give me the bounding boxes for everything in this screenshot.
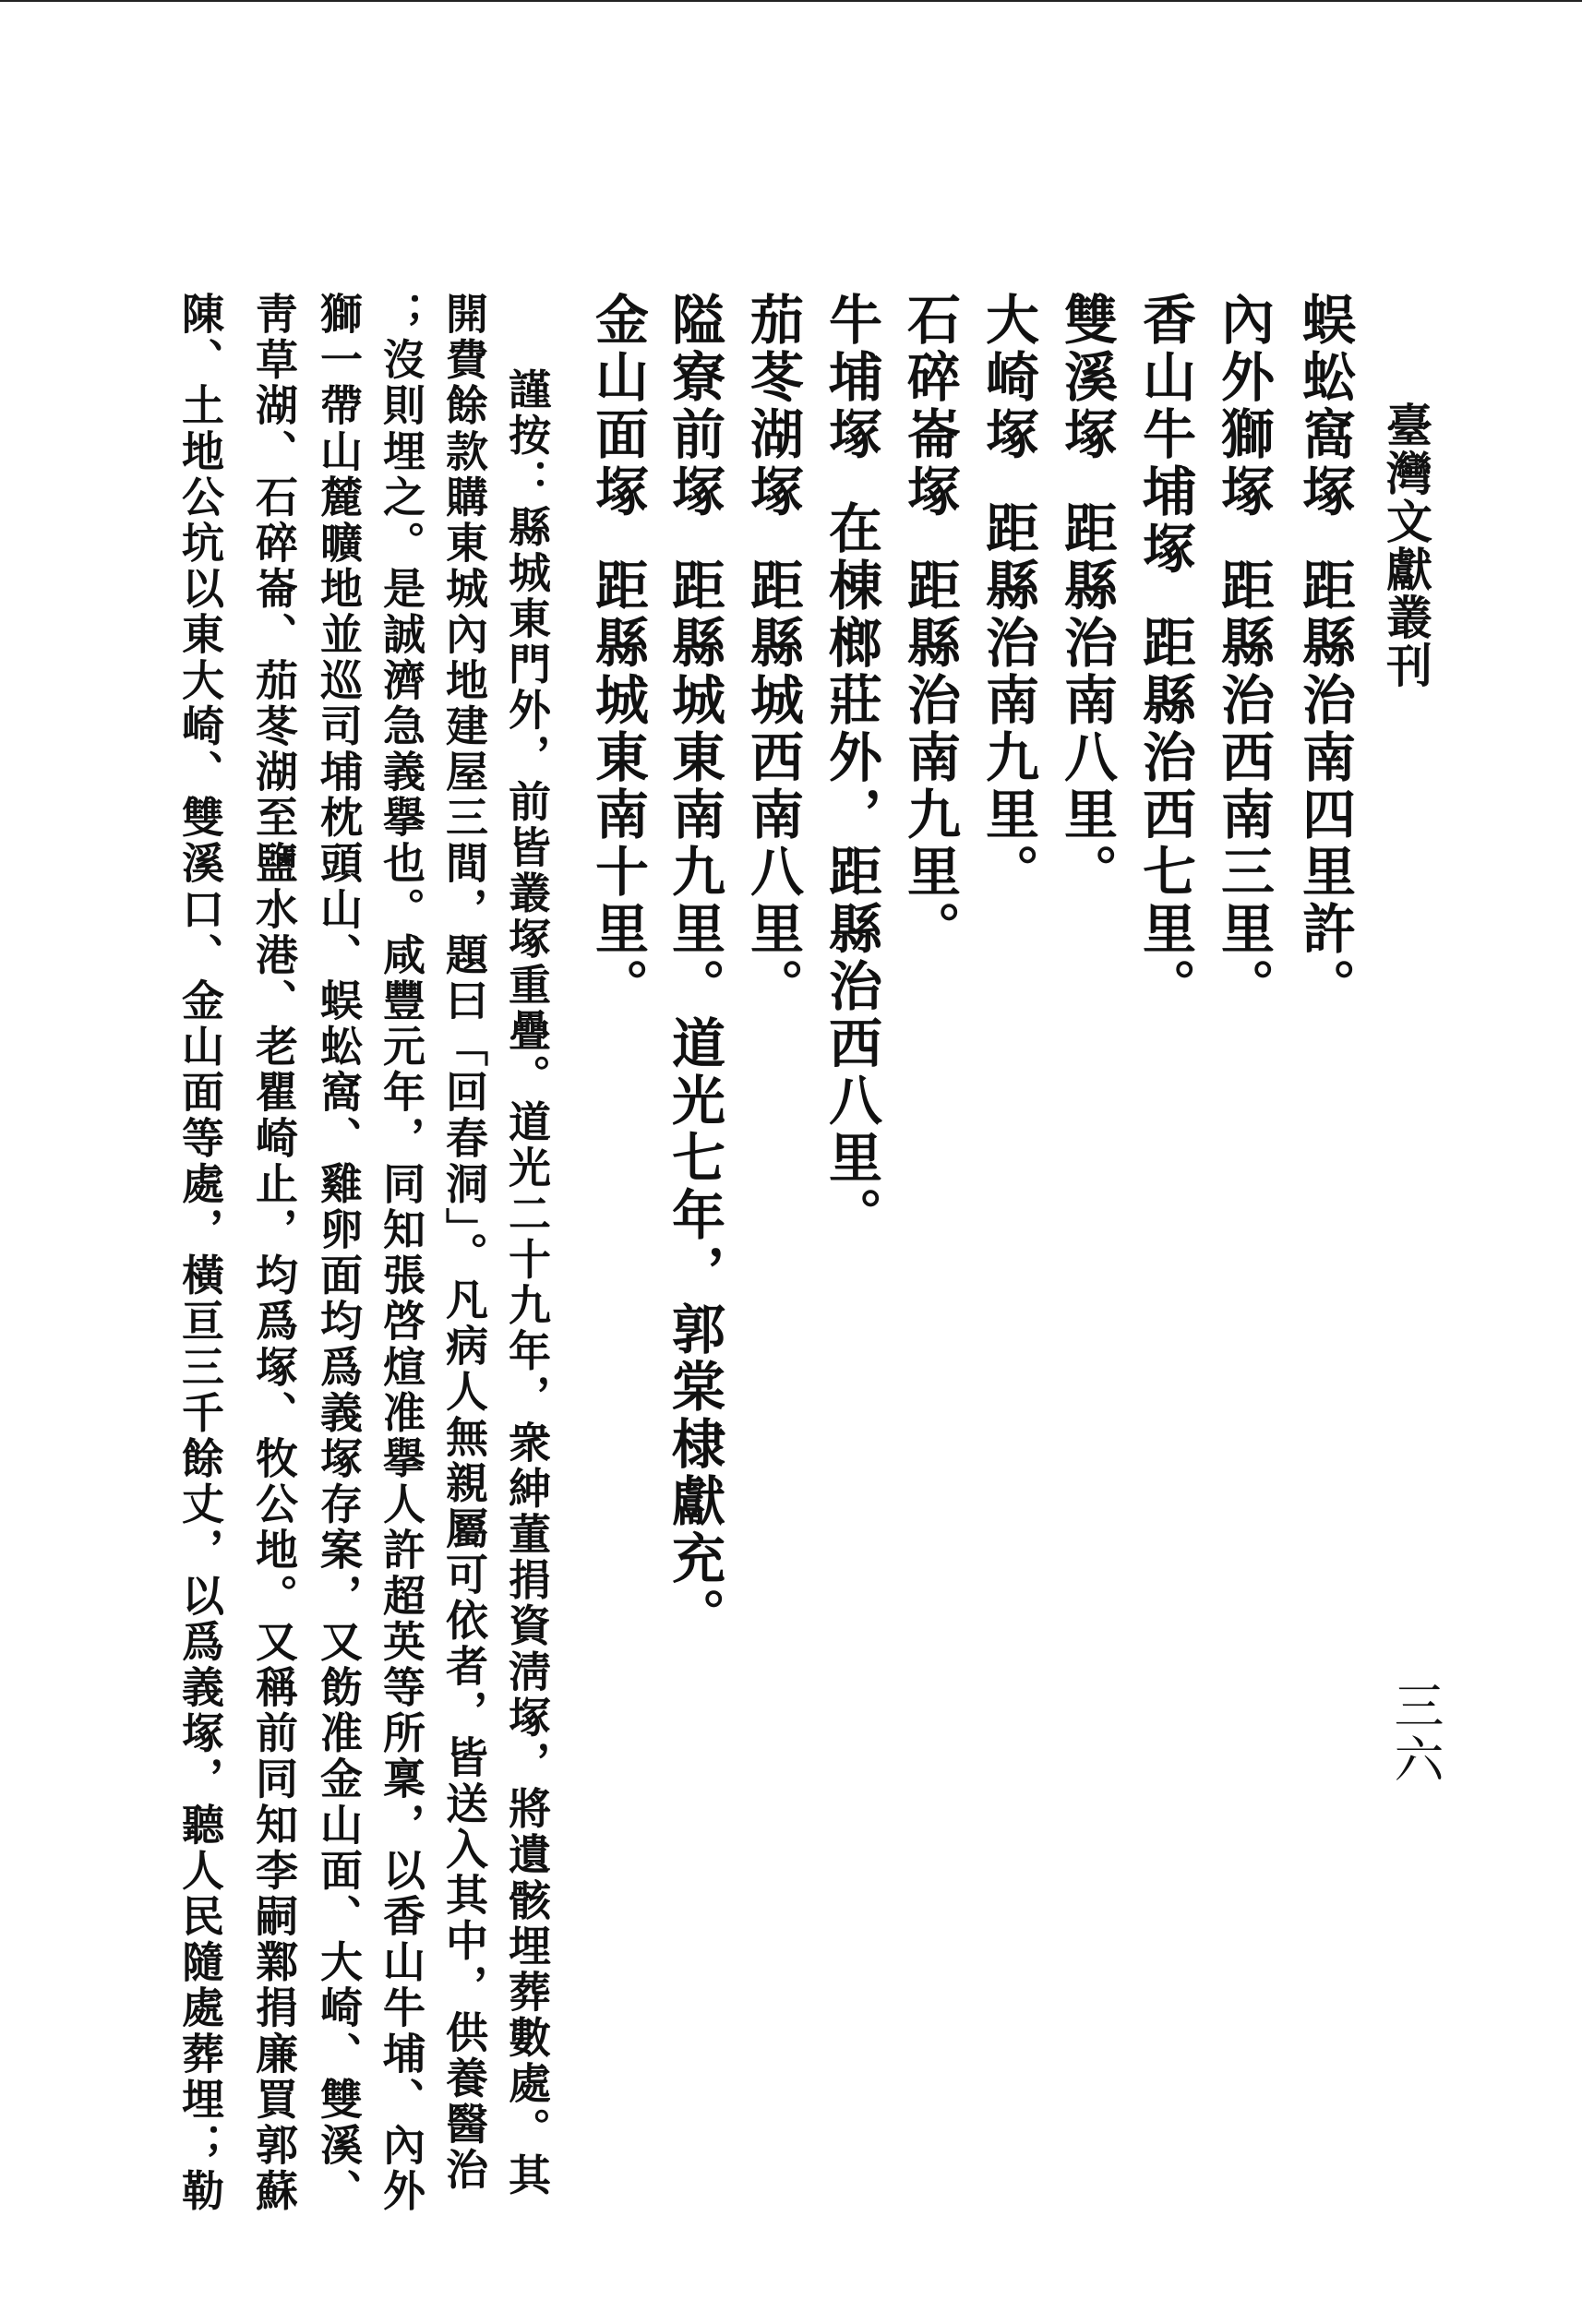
cemetery-entry (977, 292, 1039, 901)
entry-location: 距縣治南四里許。 (1293, 557, 1356, 1015)
entry-location: 距縣城東南十里。 (586, 557, 649, 1015)
note-line: 靑草湖、石碎崙、茄苳湖至鹽水港、老瞿崎止，均爲塚、牧公地。又稱前同知李嗣鄴捐廉買郭蘇 (249, 292, 299, 2215)
cemetery-entry (1055, 292, 1118, 901)
cemetery-entry (898, 292, 961, 958)
entry-name: 雙溪塚 (1055, 292, 1118, 463)
entry-location: 距縣治南九里。 (977, 500, 1039, 901)
cemetery-entry (663, 292, 725, 1645)
entry-name: 大崎塚 (977, 292, 1039, 463)
entry-name: 香山牛埔塚 (1133, 292, 1196, 578)
entry-location: 在棟榔莊外，距縣治西八里。 (820, 500, 882, 1244)
note-line: ；沒則埋之。是誠濟急義擧也。咸豐元年，同知張啓煊准擧人許超英等所稟，以香山牛埔、內外 (377, 292, 426, 2215)
cemetery-entry (586, 292, 649, 1015)
entry-location: 距縣城東南九里。道光七年，郭棠棣獻充。 (663, 557, 725, 1645)
note-line: 獅一帶山麓曠地並巡司埔枕頭山、蜈蚣窩、雞卵面均爲義塚存案，又飭准金山面、大崎、雙溪、 (314, 292, 364, 2215)
top-rule (0, 0, 1582, 2)
entry-name: 蜈蚣窩塚 (1293, 292, 1356, 521)
entry-name: 石碎崙塚 (898, 292, 961, 521)
cemetery-entry (820, 292, 882, 1244)
note-line: 陳、土地公坑以東大崎、雙溪口、金山面等處，橫亘三千餘丈，以爲義塚，聽人民隨處葬埋；勒 (175, 292, 225, 2215)
cemetery-entry (1212, 292, 1275, 1015)
note-line: 開費餘款購東城內地建屋三間，題曰「回春洞」。凡病人無親屬可依者，皆送入其中，供養醫治 (439, 292, 489, 2194)
entry-name: 內外獅塚 (1212, 292, 1275, 521)
entry-name: 牛埔塚 (820, 292, 882, 463)
entry-location: 距縣治南九里。 (898, 557, 961, 958)
page-number: 三六 (1386, 1680, 1444, 1787)
running-title: 臺灣文獻叢刊 (1379, 401, 1433, 689)
entry-name: 隘寮前塚 (663, 292, 725, 521)
entry-location: 距縣城西南八里。 (741, 557, 804, 1015)
cemetery-entry (1293, 292, 1356, 1015)
entry-name: 茄苳湖塚 (741, 292, 804, 521)
entry-name: 金山面塚 (586, 292, 649, 521)
entry-location: 距縣治西七里。 (1133, 615, 1196, 1015)
note-line: 謹按：縣城東門外，前皆叢塚重疊。道光二十九年，衆紳董捐資淸塚，將遺骸埋葬數處。其 (502, 367, 552, 2198)
cemetery-entry (741, 292, 804, 1015)
cemetery-entry (1133, 292, 1196, 1015)
entry-location: 距縣治西南三里。 (1212, 557, 1275, 1015)
entry-location: 距縣治南八里。 (1055, 500, 1118, 901)
